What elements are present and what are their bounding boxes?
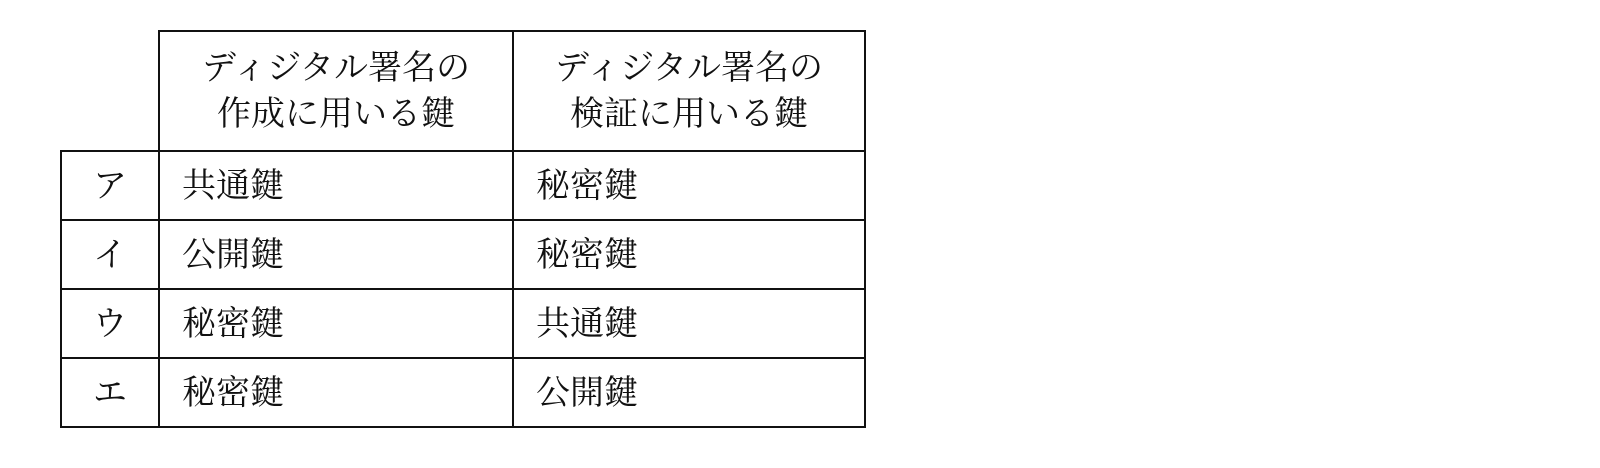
table-row (61, 220, 865, 289)
verification-key-cell: 秘密鍵 (513, 220, 865, 289)
header-line: 検証に用いる鍵 (570, 94, 808, 134)
creation-key-cell: 共通鍵 (159, 151, 513, 220)
creation-key-cell: 秘密鍵 (159, 358, 513, 427)
answer-choices-table (60, 30, 866, 428)
verification-key-cell: 秘密鍵 (513, 151, 865, 220)
table-row (61, 358, 865, 427)
creation-key-cell: 秘密鍵 (159, 289, 513, 358)
creation-key-cell: 公開鍵 (159, 220, 513, 289)
table-corner-cell (61, 31, 159, 151)
table-row (61, 151, 865, 220)
table-header-row (61, 31, 865, 151)
header-line: ディジタル署名の (555, 48, 823, 88)
choice-label: ウ (61, 289, 159, 358)
header-line: 作成に用いる鍵 (217, 94, 455, 134)
table-row (61, 289, 865, 358)
header-line: ディジタル署名の (202, 48, 470, 88)
choice-label: エ (61, 358, 159, 427)
header-signature-verification-key (513, 31, 865, 151)
verification-key-cell: 共通鍵 (513, 289, 865, 358)
choice-label: イ (61, 220, 159, 289)
verification-key-cell: 公開鍵 (513, 358, 865, 427)
header-signature-creation-key (159, 31, 513, 151)
choice-label: ア (61, 151, 159, 220)
